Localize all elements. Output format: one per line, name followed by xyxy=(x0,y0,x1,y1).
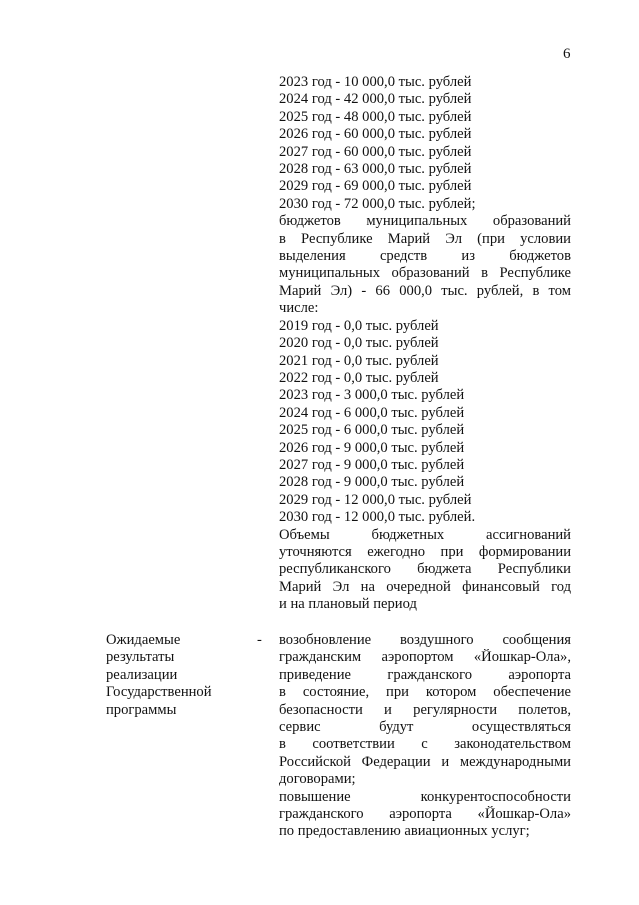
financing-text-block xyxy=(279,74,571,614)
municipal-year-line: 2020 год - 0,0 тыс. рублей xyxy=(279,335,439,352)
row-dash: - xyxy=(257,632,262,648)
results-text-line: приведение гражданского аэропорта xyxy=(279,666,571,683)
municipal-year-line: 2023 год - 3 000,0 тыс. рублей xyxy=(279,387,465,404)
results-label-line: результаты xyxy=(106,649,175,666)
results-label-line: программы xyxy=(106,701,177,718)
regional-year-line: 2024 год - 42 000,0 тыс. рублей xyxy=(279,91,472,108)
municipal-intro-line: в Республике Марий Эл (при условии xyxy=(279,230,571,247)
results-text-line: безопасности и регулярности полетов, xyxy=(279,701,571,718)
results-label xyxy=(106,632,241,719)
results-text-line: сервис будут осуществляться xyxy=(279,719,571,736)
results-text-line: Российской Федерации и международными xyxy=(279,753,571,770)
results-text-line: гражданского аэропорта «Йошкар-Ола» xyxy=(279,806,571,823)
budget-note-line: Объемы бюджетных ассигнований xyxy=(279,526,571,543)
budget-note-line: уточняются ежегодно при формировании xyxy=(279,543,571,560)
municipal-year-line: 2022 год - 0,0 тыс. рублей xyxy=(279,369,439,386)
municipal-year-line: 2021 год - 0,0 тыс. рублей xyxy=(279,352,439,369)
budget-note-line: и на плановый период xyxy=(279,596,417,613)
results-label-line: реализации xyxy=(106,666,178,683)
municipal-intro-line: числе: xyxy=(279,300,319,317)
municipal-year-line: 2027 год - 9 000,0 тыс. рублей xyxy=(279,456,465,473)
results-text-line: гражданским аэропортом «Йошкар-Ола», xyxy=(279,649,571,666)
regional-year-line: 2028 год - 63 000,0 тыс. рублей xyxy=(279,161,472,178)
regional-year-line: 2030 год - 72 000,0 тыс. рублей; xyxy=(279,195,476,212)
municipal-year-line: 2029 год - 12 000,0 тыс. рублей xyxy=(279,491,472,508)
municipal-year-line: 2028 год - 9 000,0 тыс. рублей xyxy=(279,474,465,491)
municipal-intro-line: бюджетов муниципальных образований xyxy=(279,213,571,230)
municipal-year-line: 2024 год - 6 000,0 тыс. рублей xyxy=(279,404,465,421)
municipal-intro-line: выделения средств из бюджетов xyxy=(279,248,571,265)
municipal-year-line: 2025 год - 6 000,0 тыс. рублей xyxy=(279,422,465,439)
municipal-year-line: 2030 год - 12 000,0 тыс. рублей. xyxy=(279,509,476,526)
results-text-block xyxy=(279,632,571,841)
regional-year-line: 2025 год - 48 000,0 тыс. рублей xyxy=(279,108,472,125)
results-label-line: Государственной xyxy=(106,684,212,701)
results-text-line: возобновление воздушного сообщения xyxy=(279,632,571,648)
results-text-line: в состояние, при котором обеспечение xyxy=(279,684,571,701)
page-number: 6 xyxy=(563,46,571,62)
results-text-line: в соответствии с законодательством xyxy=(279,736,571,753)
results-text-line: повышение конкурентоспособности xyxy=(279,788,571,805)
municipal-year-line: 2026 год - 9 000,0 тыс. рублей xyxy=(279,439,465,456)
budget-note-line: республиканского бюджета Республики xyxy=(279,561,571,578)
municipal-intro-line: Марий Эл) - 66 000,0 тыс. рублей, в том xyxy=(279,282,571,299)
regional-year-line: 2027 год - 60 000,0 тыс. рублей xyxy=(279,143,472,160)
municipal-intro-line: муниципальных образований в Республике xyxy=(279,265,571,282)
regional-year-line: 2023 год - 10 000,0 тыс. рублей xyxy=(279,74,472,90)
budget-note-line: Марий Эл на очередной финансовый год xyxy=(279,578,571,595)
municipal-year-line: 2019 год - 0,0 тыс. рублей xyxy=(279,317,439,334)
regional-year-line: 2029 год - 69 000,0 тыс. рублей xyxy=(279,178,472,195)
results-text-line: договорами; xyxy=(279,771,356,788)
regional-year-line: 2026 год - 60 000,0 тыс. рублей xyxy=(279,126,472,143)
results-label-line: Ожидаемые xyxy=(106,632,181,648)
results-text-line: по предоставлению авиационных услуг; xyxy=(279,823,530,840)
